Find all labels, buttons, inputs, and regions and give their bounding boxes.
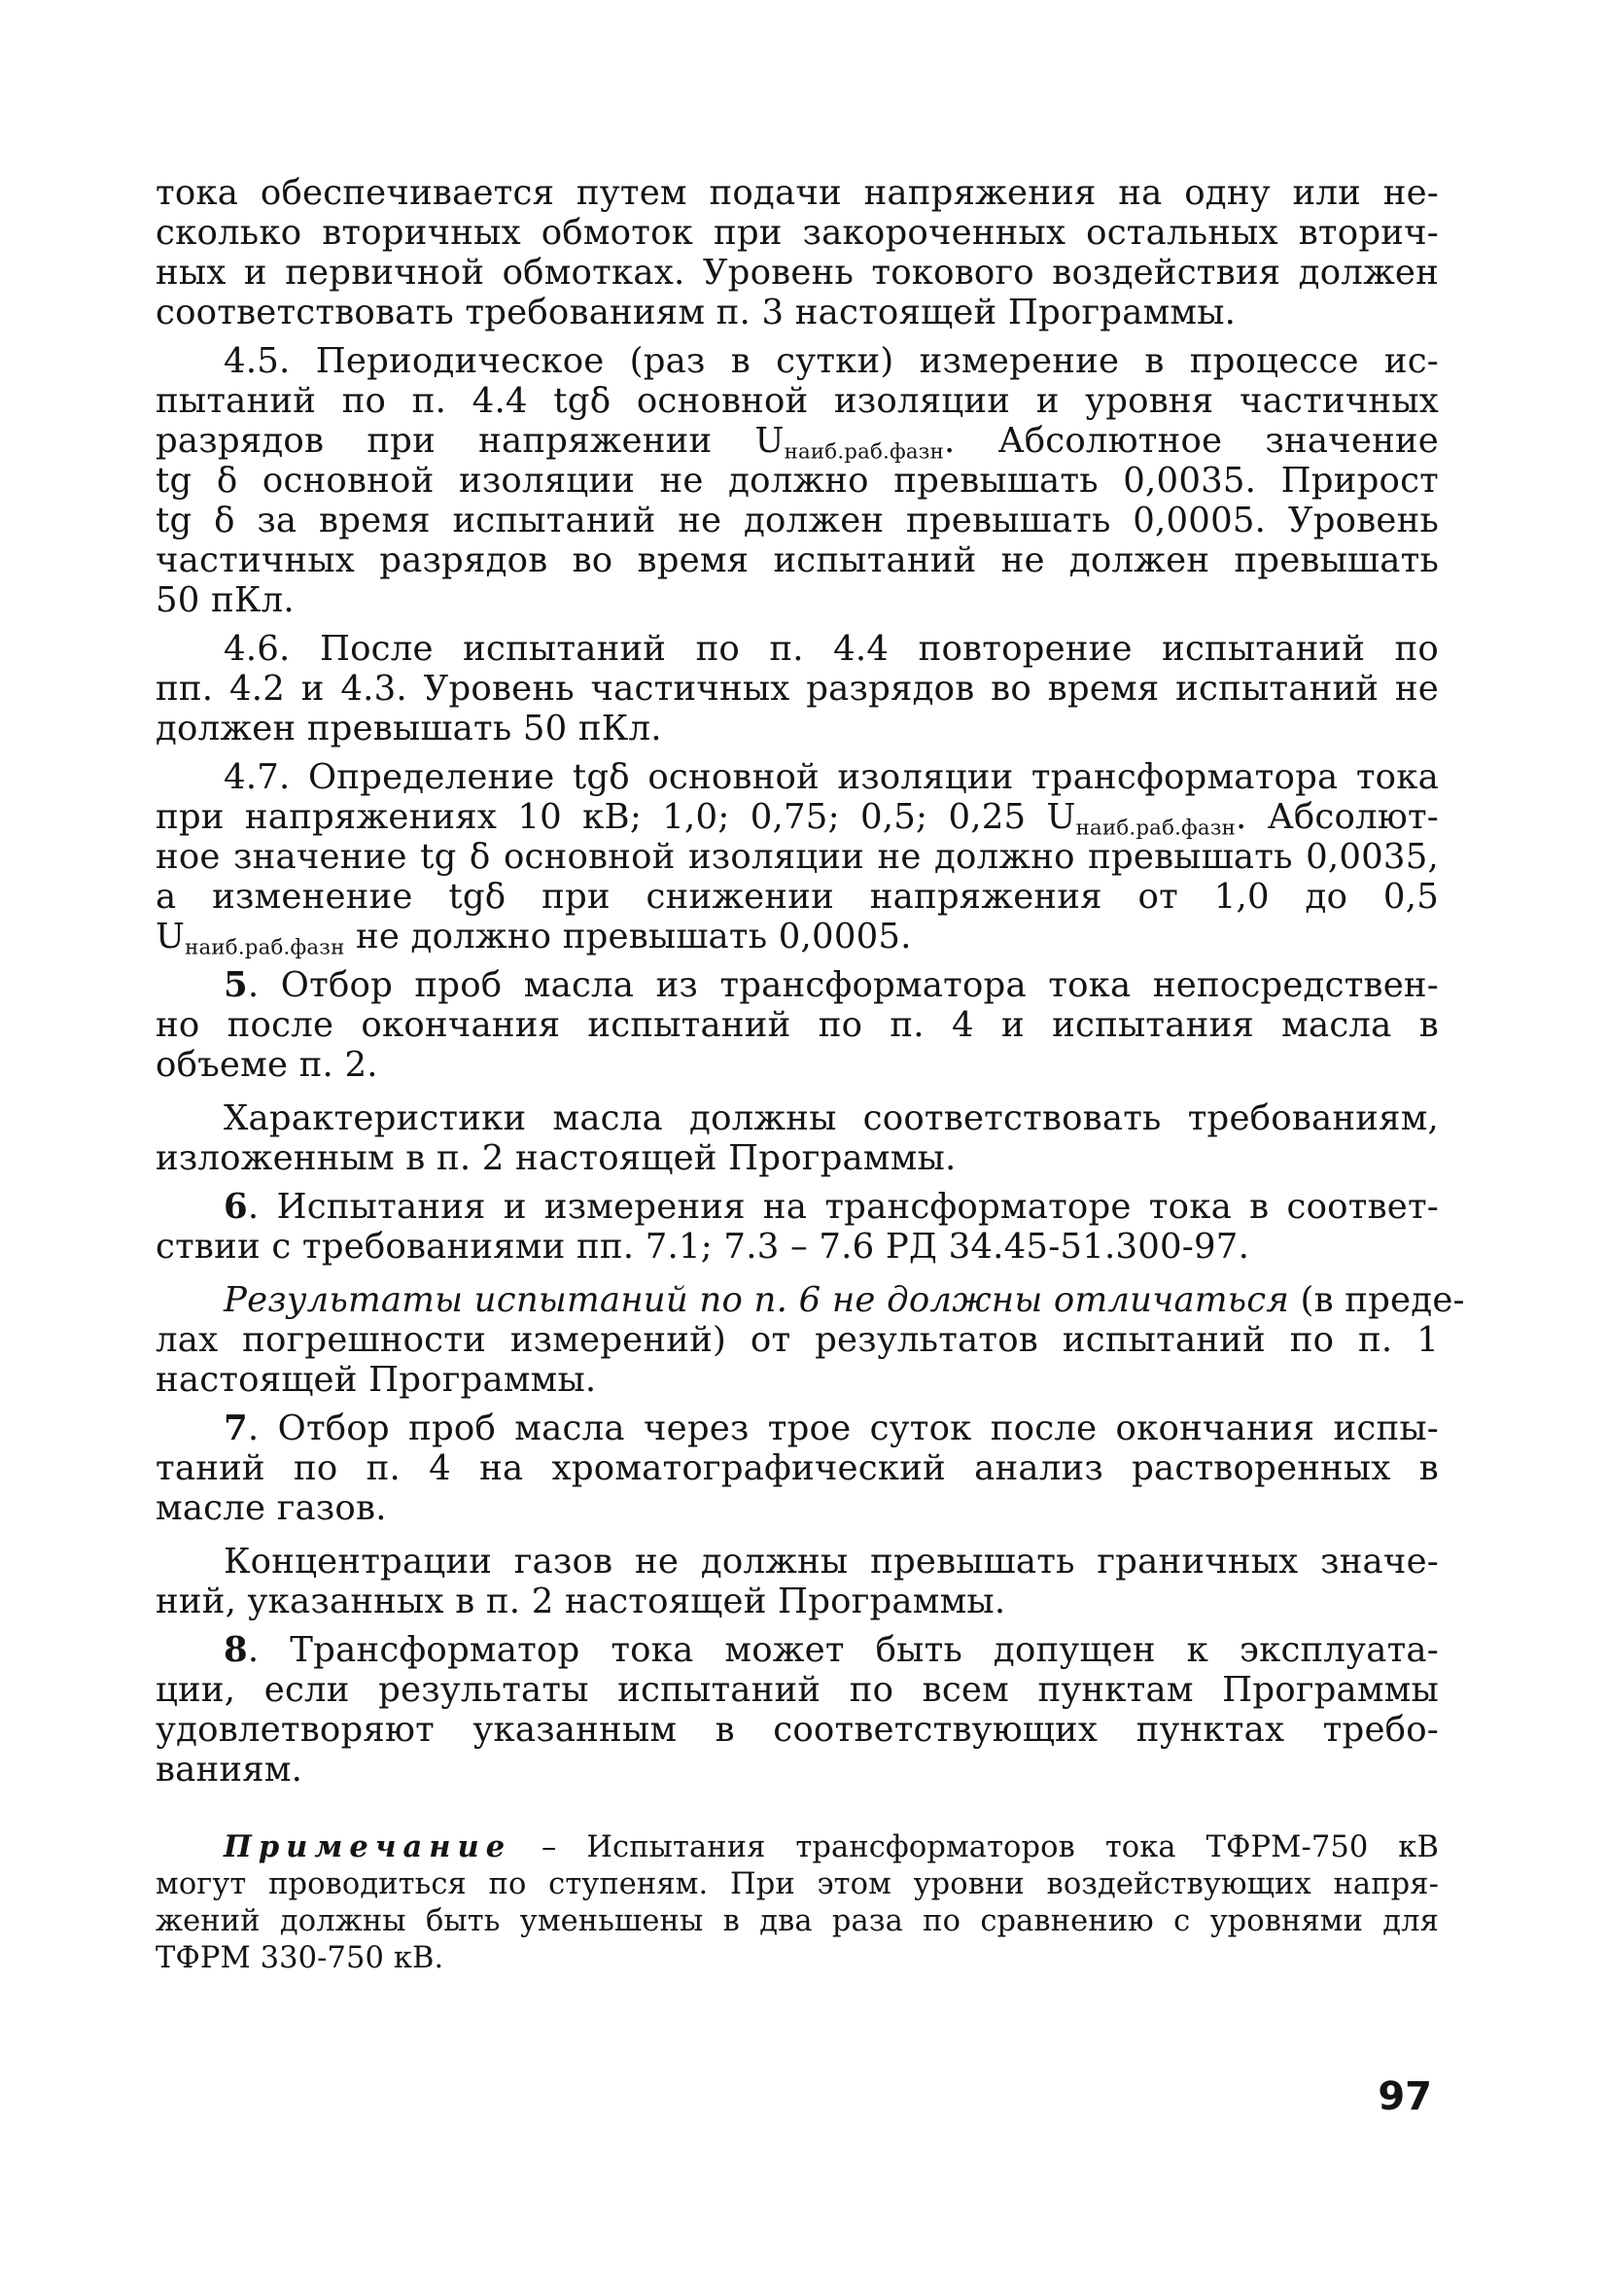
text-line: пытаний по п. 4.4 tgδ основной изоляции и уровня частичных	[156, 381, 1439, 421]
text-fragment: . Испытания и измерения на трансформаторе тока в соответ-	[247, 1187, 1439, 1227]
text-fragment: . Абсолют-	[1236, 797, 1439, 837]
text-line: ний, указанных в п. 2 настоящей Программы.	[156, 1582, 1006, 1621]
text-line: масле газов.	[156, 1488, 387, 1528]
text-fragment: при напряжениях 10 кВ; 1,0; 0,75; 0,5; 0,25 U	[156, 797, 1076, 837]
text-line: 4.5. Периодическое (раз в сутки) измерение в процессе ис-	[224, 341, 1439, 381]
paragraph-8	[156, 1630, 1439, 1790]
text-line: тока обеспечивается путем подачи напряжения на одну или не-	[156, 173, 1439, 213]
text-fragment: U	[156, 917, 186, 957]
text-line	[156, 917, 1439, 960]
text-line	[156, 1409, 1439, 1448]
text-line	[156, 1630, 1439, 1670]
text-line	[156, 421, 1439, 465]
item-number: 7	[224, 1409, 248, 1448]
text-line: ции, если результаты испытаний по всем пунктам Программы	[156, 1670, 1439, 1710]
text-fragment: . Отбор проб масла из трансформатора тока непосредствен-	[247, 965, 1439, 1005]
text-line	[156, 965, 1439, 1005]
text-fragment: . Абсолютное значение	[944, 421, 1439, 461]
text-line	[156, 1280, 1465, 1320]
text-line: удовлетворяют указанным в соответствующих пунктах требо-	[156, 1710, 1439, 1750]
paragraph-7-note	[156, 1542, 1439, 1621]
text-line: tg δ основной изоляции не должно превышать 0,0035. Прирост	[156, 461, 1439, 501]
item-number: 6	[224, 1187, 248, 1227]
paragraph-5-note	[156, 1098, 1439, 1178]
text-fragment: . Трансформатор тока может быть допущен к эксплуата-	[247, 1630, 1439, 1670]
text-line: лах погрешности измерений) от результатов испытаний по п. 1	[156, 1320, 1439, 1360]
text-line: ных и первичной обмотках. Уровень токового воздействия должен	[156, 253, 1439, 293]
text-line: 4.6. После испытаний по п. 4.4 повторение испытаний по	[224, 629, 1439, 669]
text-line: должен превышать 50 пКл.	[156, 709, 662, 748]
text-line	[156, 797, 1439, 841]
text-line: ТФРМ 330-750 кВ.	[156, 1941, 444, 1975]
paragraph-6	[156, 1187, 1439, 1267]
text-line: tg δ за время испытаний не должен превышать 0,0005. Уровень	[156, 501, 1439, 540]
paragraph-current-loading	[156, 173, 1439, 332]
text-fragment: не должно превышать 0,0005.	[344, 917, 912, 957]
text-line	[156, 1828, 1439, 1866]
text-line: пп. 4.2 и 4.3. Уровень частичных разрядов во время испытаний не	[156, 669, 1439, 709]
text-line	[156, 1187, 1439, 1227]
subscript: наиб.раб.фазн	[1075, 816, 1237, 841]
text-fragment: разрядов при напряжении U	[156, 421, 785, 461]
text-line: соответствовать требованиям п. 3 настоящей Программы.	[156, 293, 1237, 332]
text-fragment: – Испытания трансформаторов тока ТФРМ-750 кВ	[511, 1830, 1439, 1864]
text-line: объеме п. 2.	[156, 1045, 378, 1085]
item-number: 8	[224, 1630, 248, 1670]
text-line: настоящей Программы.	[156, 1360, 597, 1400]
footnote-remark	[156, 1828, 1439, 1977]
note-label: Примечание	[224, 1829, 512, 1864]
paragraph-4-6	[156, 629, 1439, 748]
text-line: сколько вторичных обмоток при закороченных остальных вторич-	[156, 213, 1439, 253]
text-fragment: . Отбор проб масла через трое суток после окончания испы-	[247, 1409, 1439, 1448]
text-line: 50 пКл.	[156, 580, 295, 620]
text-line: могут проводиться по ступеням. При этом уровни воздействующих напря-	[156, 1867, 1439, 1901]
text-fragment-italic: Результаты испытаний по п. 6 не должны отличаться	[224, 1280, 1290, 1320]
text-line: частичных разрядов во время испытаний не должен превышать	[156, 540, 1439, 580]
paragraph-6-note	[156, 1280, 1465, 1400]
text-line: таний по п. 4 на хроматографический анализ растворенных в	[156, 1448, 1439, 1488]
text-line: Концентрации газов не должны превышать граничных значе-	[224, 1542, 1439, 1582]
text-line: но после окончания испытаний по п. 4 и испытания масла в	[156, 1005, 1439, 1045]
document-page	[156, 173, 1465, 2214]
text-line: ное значение tg δ основной изоляции не должно превышать 0,0035,	[156, 837, 1439, 877]
text-line: Характеристики масла должны соответствовать требованиям,	[224, 1098, 1439, 1138]
text-line: ваниям.	[156, 1750, 303, 1790]
text-line: а изменение tgδ при снижении напряжения от 1,0 до 0,5	[156, 877, 1439, 917]
text-line: изложенным в п. 2 настоящей Программы.	[156, 1138, 957, 1178]
subscript: наиб.раб.фазн	[784, 439, 944, 465]
text-line: жений должны быть уменьшены в два раза по сравнению с уровнями для	[156, 1904, 1439, 1938]
text-line: 4.7. Определение tgδ основной изоляции трансформатора тока	[224, 757, 1439, 797]
text-fragment: (в преде-	[1289, 1280, 1465, 1320]
paragraph-4-5	[156, 341, 1439, 620]
paragraph-5	[156, 965, 1439, 1085]
text-line: ствии с требованиями пп. 7.1; 7.3 – 7.6 РД 34.45-51.300-97.	[156, 1227, 1250, 1267]
paragraph-4-7	[156, 757, 1439, 960]
page-number: 97	[1378, 2074, 1432, 2119]
subscript: наиб.раб.фазн	[185, 935, 345, 960]
item-number: 5	[224, 965, 248, 1005]
paragraph-7	[156, 1409, 1439, 1528]
